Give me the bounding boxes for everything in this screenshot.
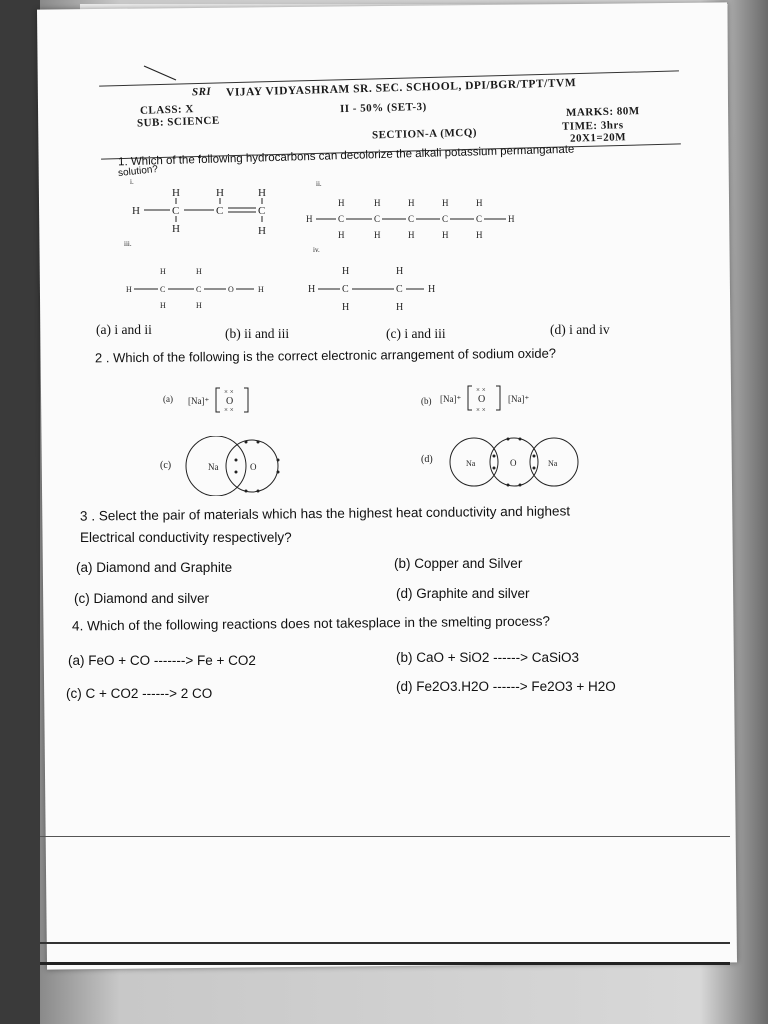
svg-text:H: H [374, 198, 381, 208]
q2-option-d-venn-diagram [446, 434, 586, 490]
svg-text:H: H [374, 230, 381, 240]
q4-option-c[interactable]: (c) C + CO2 ------> 2 CO [66, 686, 213, 701]
svg-text:× ×: × × [476, 386, 486, 394]
svg-text:Na: Na [208, 462, 219, 472]
paper-bottom-edge-2 [40, 962, 730, 965]
q4-option-b[interactable]: (b) CaO + SiO2 ------> CaSiO3 [396, 650, 580, 665]
structure-iii-ethanol [124, 266, 274, 312]
svg-text:C: C [442, 214, 449, 224]
q2-option-a-label[interactable]: (a) [163, 394, 173, 404]
svg-text:H: H [308, 284, 316, 295]
svg-text:H: H [338, 198, 345, 208]
q4-option-d[interactable]: (d) Fe2O3.H2O ------> Fe2O3 + H2O [396, 679, 616, 694]
svg-text:C: C [258, 205, 266, 217]
section-marks: 20X1=20M [569, 131, 627, 145]
q3-option-b[interactable]: (b) Copper and Silver [394, 556, 523, 571]
marks-label: MARKS: 80M [565, 105, 640, 119]
school-name: VIJAY VIDYASHRAM SR. SEC. SCHOOL, DPI/BGR/TPT/TVM [225, 77, 577, 99]
pen-mark-icon [140, 62, 180, 84]
svg-text:H: H [258, 187, 266, 199]
svg-text:H: H [216, 187, 224, 199]
svg-text:H: H [396, 302, 404, 313]
svg-text:C: C [196, 285, 202, 294]
q4-option-a[interactable]: (a) FeO + CO -------> Fe + CO2 [68, 653, 256, 668]
svg-text:C: C [396, 284, 403, 295]
structure-i-label: i. [130, 178, 134, 186]
svg-text:O: O [226, 396, 234, 407]
q2-option-b-lewis-structure [438, 380, 548, 416]
structure-iv-ethane [306, 264, 456, 314]
svg-text:H: H [132, 205, 140, 217]
svg-text:H: H [396, 266, 404, 277]
svg-text:[Na]⁺: [Na]⁺ [508, 394, 530, 404]
q1-option-d[interactable]: (d) i and iv [550, 322, 610, 337]
svg-text:H: H [172, 223, 180, 235]
structure-ii-label: ii. [316, 180, 322, 188]
q1-option-b[interactable]: (b) ii and iii [225, 326, 290, 341]
q2-option-c-venn-diagram [176, 436, 296, 496]
svg-text:C: C [476, 214, 483, 224]
svg-text:O: O [478, 394, 486, 405]
svg-text:C: C [374, 214, 381, 224]
svg-text:Na: Na [466, 459, 476, 468]
svg-text:H: H [338, 230, 345, 240]
svg-text:H: H [258, 225, 266, 236]
svg-text:× ×: × × [476, 406, 486, 414]
question-2-text: 2 . Which of the following is the correct electronic arrangement of sodium oxide? [94, 345, 557, 366]
svg-text:H: H [442, 230, 449, 240]
svg-text:H: H [306, 214, 313, 224]
q2-option-b-label[interactable]: (b) [421, 396, 432, 406]
svg-text:H: H [160, 267, 166, 276]
q1-option-c[interactable]: (c) i and iii [386, 326, 446, 341]
svg-text:H: H [508, 214, 515, 224]
svg-text:H: H [196, 267, 202, 276]
svg-text:O: O [250, 462, 257, 472]
exam-title: II - 50% (SET-3) [339, 100, 427, 116]
q3-option-a[interactable]: (a) Diamond and Graphite [76, 560, 233, 575]
structure-i-propene [128, 186, 288, 236]
question-4-text: 4. Which of the following reactions does not takesplace in the smelting process? [71, 613, 551, 634]
svg-text:C: C [172, 205, 180, 217]
question-3-text-cont: Electrical conductivity respectively? [80, 530, 292, 545]
structure-iv-label: iv. [313, 246, 320, 254]
svg-text:[Na]⁺: [Na]⁺ [440, 394, 462, 404]
svg-text:H: H [258, 285, 264, 294]
header-sri: SRI [191, 85, 212, 99]
svg-text:C: C [408, 214, 415, 224]
svg-text:H: H [408, 230, 415, 240]
svg-text:C: C [338, 214, 345, 224]
q2-option-c-label[interactable]: (c) [160, 460, 172, 471]
structure-iii-label: iii. [124, 240, 132, 248]
svg-text:× ×: × × [224, 388, 234, 396]
svg-text:O: O [228, 285, 234, 294]
q3-option-c[interactable]: (c) Diamond and silver [74, 591, 210, 606]
svg-text:Na: Na [548, 459, 558, 468]
svg-text:H: H [476, 230, 483, 240]
svg-text:H: H [408, 198, 415, 208]
svg-text:H: H [428, 284, 436, 295]
svg-text:H: H [160, 301, 166, 310]
q3-option-d[interactable]: (d) Graphite and silver [396, 586, 530, 601]
question-3-text: 3 . Select the pair of materials which has the highest heat conductivity and highest [79, 503, 571, 524]
subject-label: SUB: SCIENCE [136, 114, 220, 130]
svg-text:× ×: × × [224, 406, 234, 414]
question-1-text-cont: solution? [117, 163, 159, 180]
svg-text:O: O [510, 458, 517, 468]
section-title: SECTION-A (MCQ) [371, 126, 478, 142]
svg-text:C: C [160, 285, 166, 294]
time-label: TIME: 3hrs [561, 119, 624, 133]
svg-text:C: C [342, 284, 349, 295]
svg-text:[Na]⁺: [Na]⁺ [188, 396, 210, 406]
question-1-text: 1. Which of the following hydrocarbons can decolorize the alkali potassium permanganate [117, 143, 575, 169]
svg-text:H: H [442, 198, 449, 208]
svg-text:H: H [342, 302, 350, 313]
structure-ii-pentane [304, 196, 524, 242]
class-label: CLASS: X [139, 103, 195, 117]
svg-text:H: H [126, 285, 132, 294]
svg-text:C: C [216, 205, 224, 217]
paper-bottom-edge [40, 942, 730, 944]
q2-option-d-label[interactable]: (d) [421, 454, 433, 465]
q1-option-a[interactable]: (a) i and ii [96, 322, 152, 337]
svg-text:H: H [476, 198, 483, 208]
svg-text:H: H [196, 301, 202, 310]
svg-text:H: H [342, 266, 350, 277]
paper-edge-line [40, 836, 730, 837]
svg-text:H: H [172, 187, 180, 199]
q2-option-a-lewis-structure [186, 382, 266, 418]
